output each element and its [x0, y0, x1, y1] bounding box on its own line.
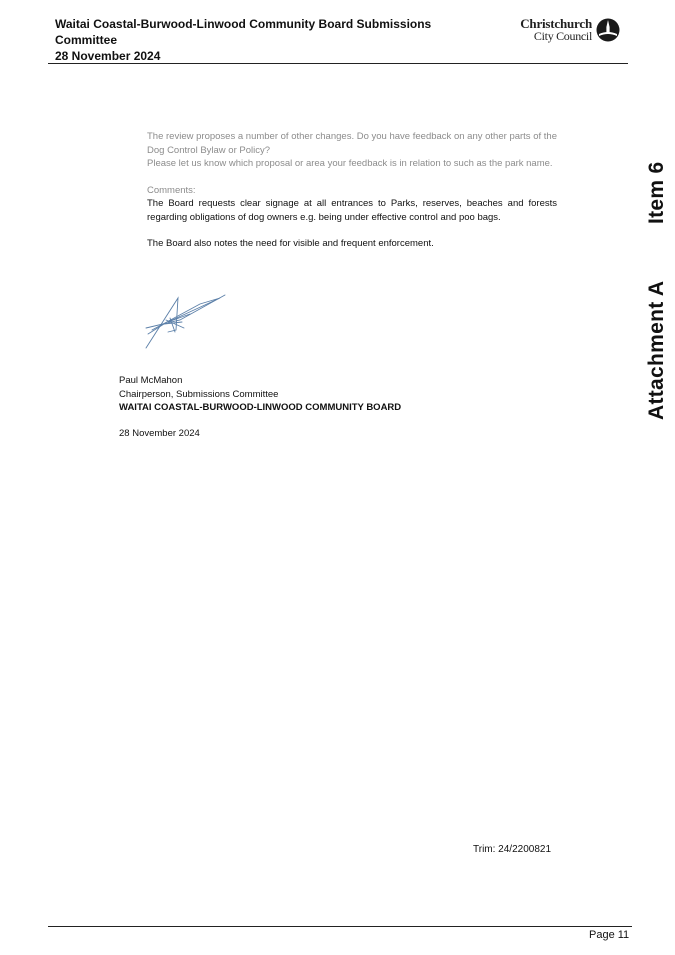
signatory-title: Chairperson, Submissions Committee	[119, 388, 279, 400]
signature-icon	[140, 290, 235, 352]
question-text: The review proposes a number of other changes. Do you have feedback on any other parts of the Dog Control Bylaw or Policy?	[147, 131, 557, 156]
header-date: 28 November 2024	[55, 49, 161, 63]
answer-paragraph-2: The Board also notes the need for visible and frequent enforcement.	[147, 238, 434, 249]
question-instruction: Please let us know which proposal or area your feedback is in relation to such as the park name.	[147, 158, 553, 169]
signature-date: 28 November 2024	[119, 428, 200, 439]
council-logo	[512, 16, 620, 46]
cathedral-icon	[596, 18, 620, 42]
logo-text-line2: City Council	[533, 29, 592, 43]
header-divider	[48, 63, 628, 64]
trim-reference: Trim: 24/2200821	[473, 844, 552, 855]
comments-label: Comments:	[147, 185, 196, 196]
page-number: Page 11	[589, 929, 630, 941]
answer-paragraph-1: The Board requests clear signage at all entrances to Parks, reserves, beaches and forests regarding obligations of dog owners e.g. being under effective control and poo bags.	[147, 198, 557, 223]
signatory-name: Paul McMahon	[119, 375, 183, 386]
signatory-block	[119, 374, 469, 415]
footer-divider	[48, 926, 632, 927]
logo-text-line1: Christchurch	[520, 16, 592, 31]
header-title: Waitai Coastal-Burwood-Linwood Community Board Submissions Committee	[55, 17, 432, 47]
signatory-organisation: WAITAI COASTAL-BURWOOD-LINWOOD COMMUNITY BOARD	[119, 402, 402, 413]
